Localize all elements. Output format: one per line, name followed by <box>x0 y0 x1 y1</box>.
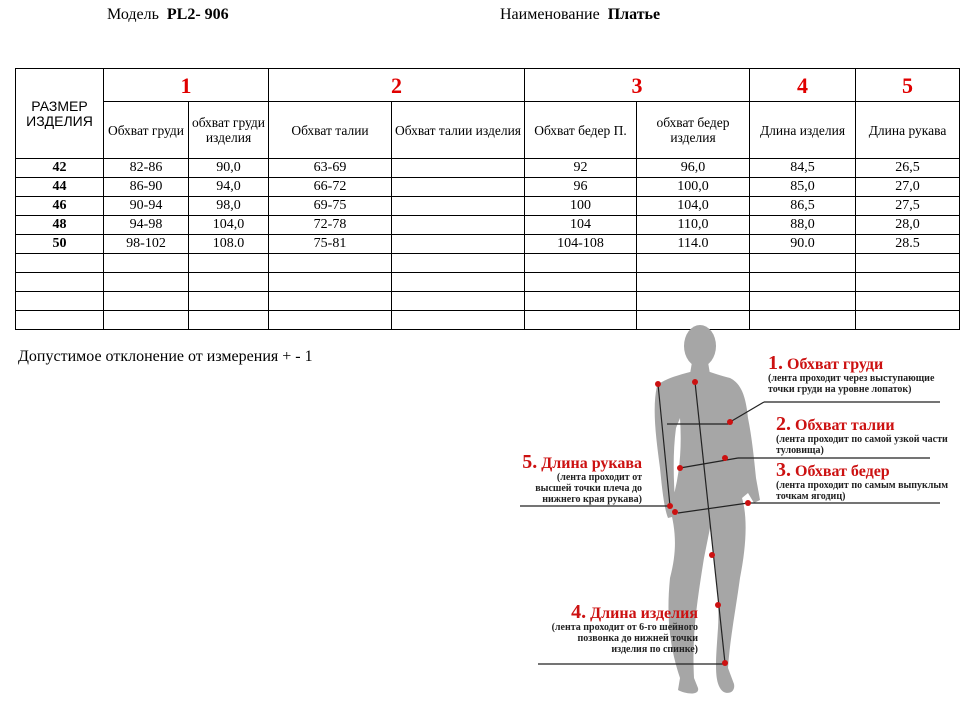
group-number-4: 4 <box>750 69 856 102</box>
table-cell: 88,0 <box>750 216 856 235</box>
table-cell: 92 <box>525 159 637 178</box>
empty-cell <box>750 292 856 311</box>
table-cell: 69-75 <box>269 197 392 216</box>
table-row <box>16 159 960 178</box>
empty-cell <box>856 292 960 311</box>
table-cell: 84,5 <box>750 159 856 178</box>
empty-row <box>16 254 960 273</box>
empty-row <box>16 292 960 311</box>
empty-cell <box>269 311 392 330</box>
group-number-5: 5 <box>856 69 960 102</box>
table-cell: 100 <box>525 197 637 216</box>
group-number-2: 2 <box>269 69 525 102</box>
model-label: Модель <box>107 6 159 23</box>
table-cell: 66-72 <box>269 178 392 197</box>
size-cell: 50 <box>16 235 104 254</box>
empty-cell <box>16 311 104 330</box>
annotation-length: 4. Длина изделия (лента проходит от 6-го шейного позвонка до нижней точки изделия по спинке) <box>551 601 698 655</box>
empty-cell <box>104 311 189 330</box>
size-cell: 44 <box>16 178 104 197</box>
table-cell: 86-90 <box>104 178 189 197</box>
table-cell: 98-102 <box>104 235 189 254</box>
table-cell: 27,5 <box>856 197 960 216</box>
table-row <box>16 178 960 197</box>
model-value: PL2- 906 <box>166 6 229 23</box>
table-cell: 110,0 <box>637 216 750 235</box>
empty-cell <box>392 311 525 330</box>
column-header: обхват бедер изделия <box>637 102 750 159</box>
size-table <box>15 68 960 330</box>
table-cell: 75-81 <box>269 235 392 254</box>
table-cell: 90,0 <box>189 159 269 178</box>
tolerance-note: Допустимое отклонение от измерения + - 1 <box>18 348 313 365</box>
empty-cell <box>392 273 525 292</box>
table-cell: 90-94 <box>104 197 189 216</box>
table-cell: 94,0 <box>189 178 269 197</box>
name-label: Наименование <box>500 6 600 23</box>
table-cell: 28.5 <box>856 235 960 254</box>
empty-cell <box>637 254 750 273</box>
size-cell: 46 <box>16 197 104 216</box>
column-header: Обхват талии изделия <box>392 102 525 159</box>
table-cell: 108.0 <box>189 235 269 254</box>
column-header: Длина изделия <box>750 102 856 159</box>
table-cell <box>392 235 525 254</box>
table-cell <box>392 197 525 216</box>
column-header: Длина рукава <box>856 102 960 159</box>
empty-cell <box>104 254 189 273</box>
annotation-sleeve: 5. Длина рукава (лента проходит от высшей точки плеча до нижнего края рукава) <box>522 451 642 505</box>
table-cell <box>392 159 525 178</box>
table-cell <box>392 178 525 197</box>
table-row <box>16 216 960 235</box>
empty-cell <box>392 292 525 311</box>
size-row-header: РАЗМЕР ИЗДЕЛИЯ <box>16 69 104 159</box>
empty-cell <box>189 311 269 330</box>
empty-cell <box>856 254 960 273</box>
annotation-bust: 1. Обхват груди (лента проходит через выступающие точки груди на уровне лопаток) <box>768 352 935 395</box>
table-cell: 26,5 <box>856 159 960 178</box>
column-header: Обхват груди <box>104 102 189 159</box>
empty-cell <box>16 273 104 292</box>
empty-cell <box>750 254 856 273</box>
empty-cell <box>637 273 750 292</box>
table-cell: 104 <box>525 216 637 235</box>
table-cell: 72-78 <box>269 216 392 235</box>
empty-cell <box>525 254 637 273</box>
empty-cell <box>269 254 392 273</box>
table-cell: 82-86 <box>104 159 189 178</box>
empty-row <box>16 273 960 292</box>
table-cell: 100,0 <box>637 178 750 197</box>
empty-cell <box>189 292 269 311</box>
table-cell: 104-108 <box>525 235 637 254</box>
table-cell: 90.0 <box>750 235 856 254</box>
empty-cell <box>104 273 189 292</box>
annotation-hips: 3. Обхват бедер (лента проходит по самым выпуклым точкам ягодиц) <box>776 459 949 502</box>
empty-cell <box>16 254 104 273</box>
empty-cell <box>525 292 637 311</box>
table-cell: 63-69 <box>269 159 392 178</box>
table-cell: 85,0 <box>750 178 856 197</box>
empty-cell <box>189 273 269 292</box>
model-header <box>107 6 229 24</box>
table-cell: 27,0 <box>856 178 960 197</box>
size-cell: 42 <box>16 159 104 178</box>
table-cell <box>392 216 525 235</box>
group-number-1: 1 <box>104 69 269 102</box>
column-header: обхват груди изделия <box>189 102 269 159</box>
table-cell: 114.0 <box>637 235 750 254</box>
table-row <box>16 197 960 216</box>
column-header: Обхват бедер П. <box>525 102 637 159</box>
empty-cell <box>189 254 269 273</box>
table-cell: 104,0 <box>637 197 750 216</box>
table-cell: 28,0 <box>856 216 960 235</box>
annotation-waist: 2. Обхват талии (лента проходит по самой узкой части туловища) <box>776 413 948 456</box>
name-value: Платье <box>607 6 661 23</box>
name-header <box>500 6 660 24</box>
table-cell: 86,5 <box>750 197 856 216</box>
empty-cell <box>750 273 856 292</box>
table-cell: 98,0 <box>189 197 269 216</box>
column-header: Обхват талии <box>269 102 392 159</box>
table-cell: 94-98 <box>104 216 189 235</box>
group-number-3: 3 <box>525 69 750 102</box>
table-row <box>16 235 960 254</box>
empty-cell <box>269 292 392 311</box>
empty-cell <box>392 254 525 273</box>
empty-cell <box>104 292 189 311</box>
size-cell: 48 <box>16 216 104 235</box>
empty-cell <box>269 273 392 292</box>
table-cell: 104,0 <box>189 216 269 235</box>
empty-cell <box>525 273 637 292</box>
empty-cell <box>16 292 104 311</box>
table-cell: 96 <box>525 178 637 197</box>
empty-cell <box>856 273 960 292</box>
empty-cell <box>637 292 750 311</box>
table-cell: 96,0 <box>637 159 750 178</box>
